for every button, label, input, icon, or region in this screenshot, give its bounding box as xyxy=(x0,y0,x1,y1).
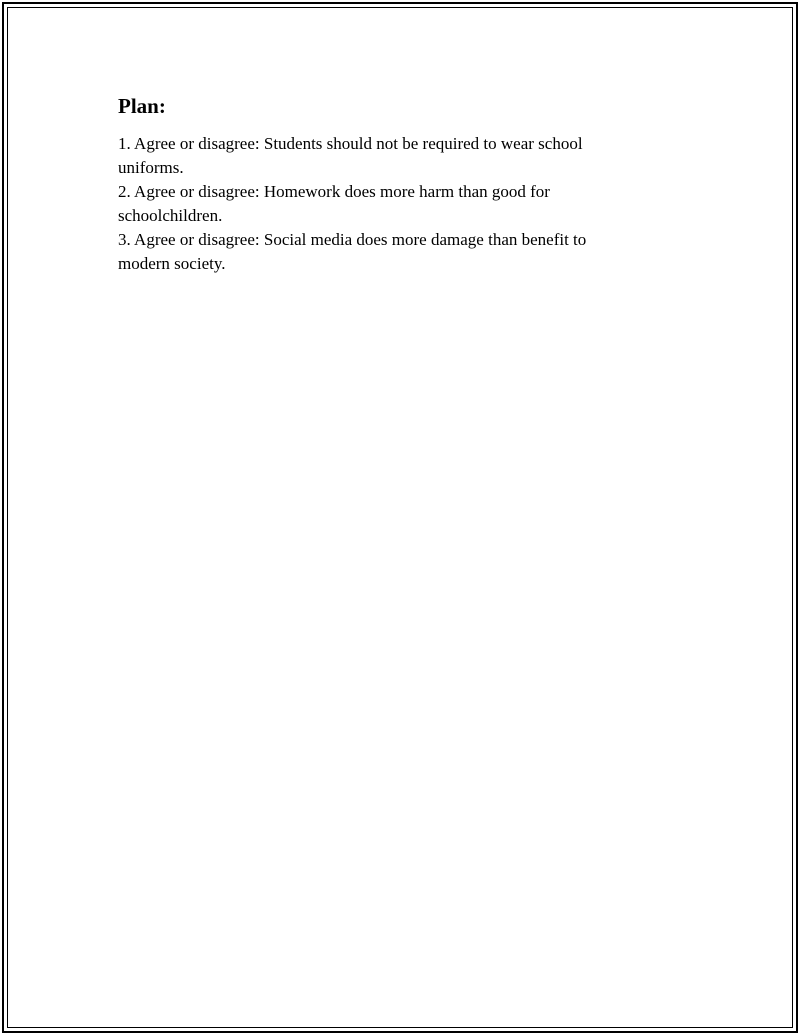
document-content xyxy=(118,93,638,276)
plan-item-3: 3. Agree or disagree: Social media does more damage than benefit to modern society. xyxy=(118,230,587,273)
plan-item-1: 1. Agree or disagree: Students should not be required to wear school uniforms. xyxy=(118,134,583,177)
plan-list xyxy=(118,132,638,276)
plan-heading: Plan: xyxy=(118,94,166,118)
plan-item-2: 2. Agree or disagree: Homework does more harm than good for schoolchildren. xyxy=(118,182,550,225)
